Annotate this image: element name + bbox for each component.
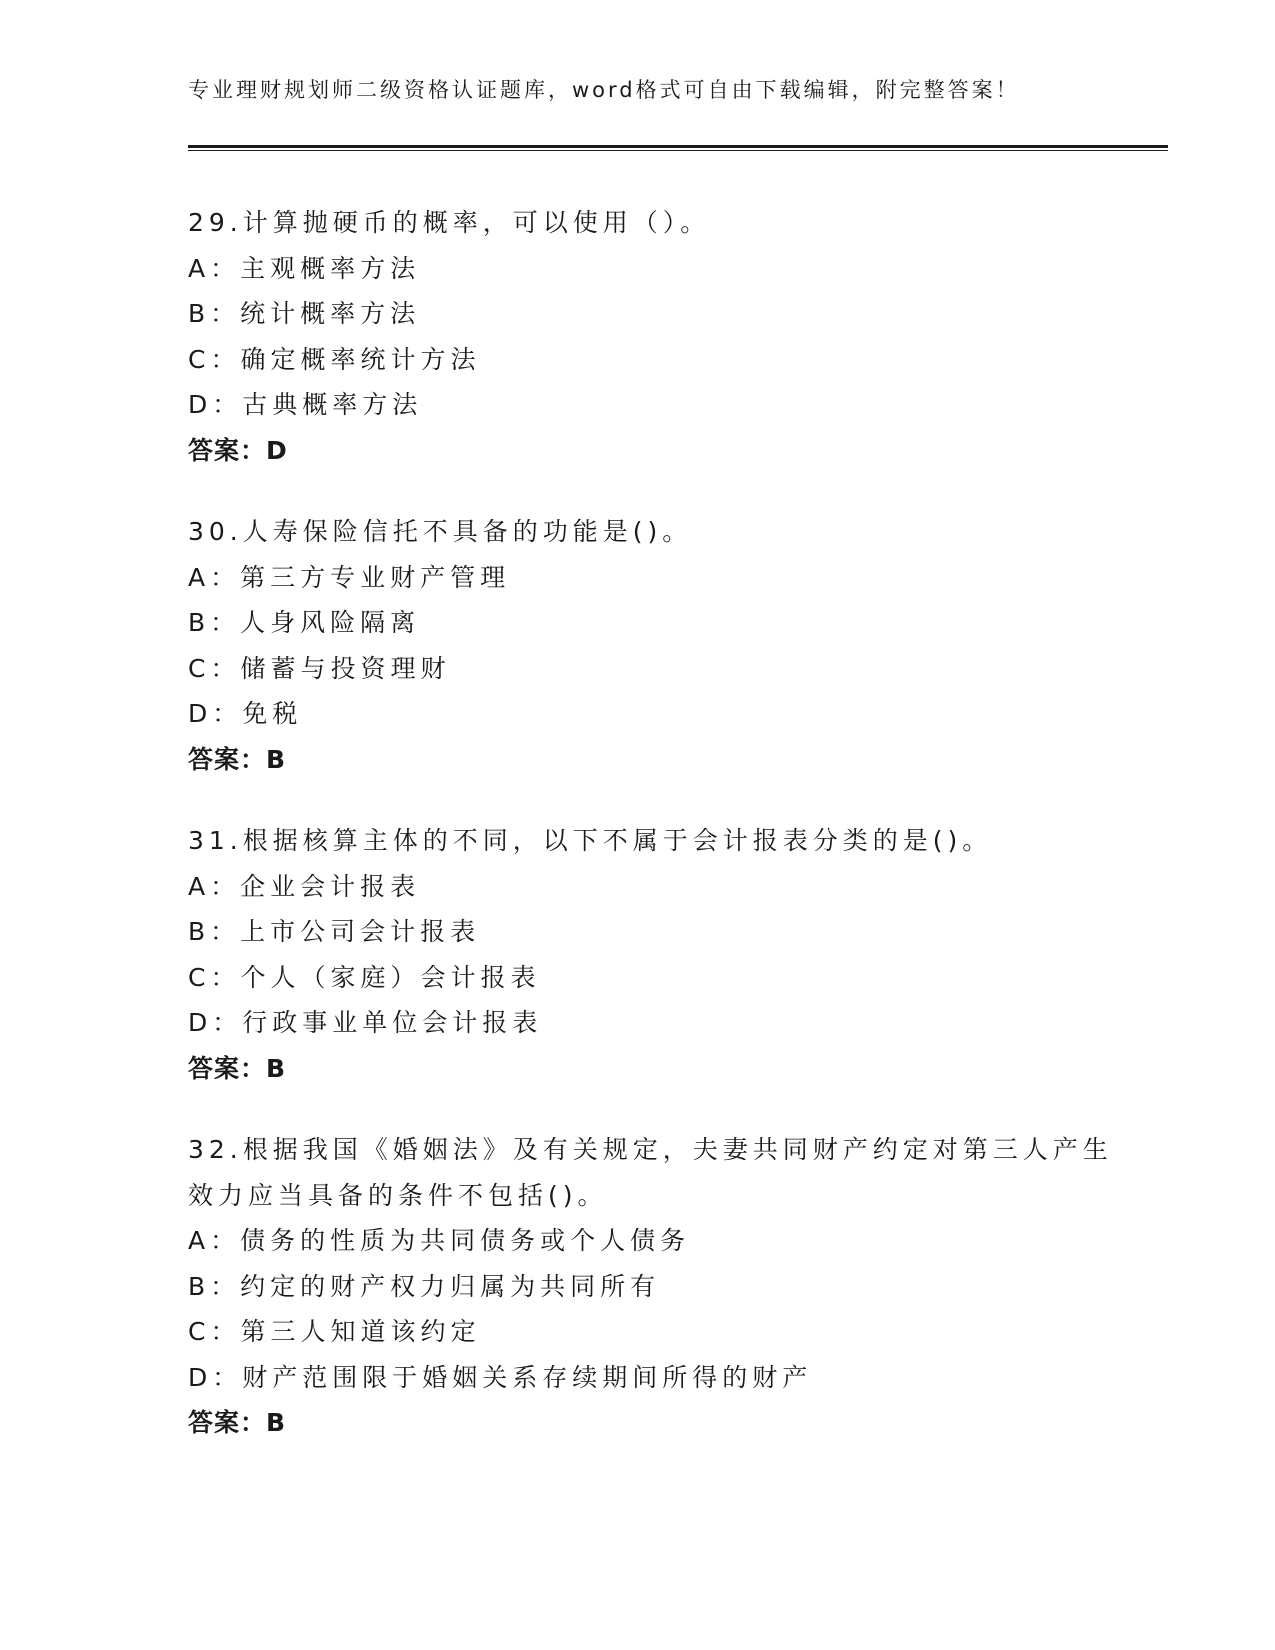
option-c: C：储蓄与投资理财 — [188, 653, 451, 683]
answer: 答案：D — [188, 435, 288, 465]
question-29 — [188, 200, 1148, 473]
option-d: D：财产范围限于婚姻关系存续期间所得的财产 — [188, 1362, 813, 1392]
option-a: A：企业会计报表 — [188, 871, 421, 901]
question-stem — [188, 1127, 1148, 1218]
option-a: A：第三方专业财产管理 — [188, 562, 511, 592]
option-a: A：债务的性质为共同债务或个人债务 — [188, 1226, 691, 1255]
question-stem-line: 29.计算抛硬币的概率，可以使用（）。 — [188, 208, 711, 237]
question-32 — [188, 1127, 1148, 1446]
question-stem — [188, 509, 1148, 555]
question-stem-line: 30.人寿保险信托不具备的功能是()。 — [188, 517, 693, 546]
option-b: B：约定的财产权力归属为共同所有 — [188, 1271, 661, 1301]
question-stem-line: 31.根据核算主体的不同，以下不属于会计报表分类的是()。 — [188, 826, 993, 855]
question-list — [188, 200, 1148, 1482]
header-rule-thick — [188, 145, 1168, 148]
option-d: D：行政事业单位会计报表 — [188, 1008, 543, 1037]
option-b: B：统计概率方法 — [188, 299, 421, 328]
option-c: C：个人（家庭）会计报表 — [188, 962, 541, 992]
answer: 答案：B — [188, 744, 287, 774]
question-31 — [188, 818, 1148, 1091]
option-c: C：第三人知道该约定 — [188, 1317, 481, 1346]
answer: 答案：B — [188, 1053, 287, 1083]
option-b: B：上市公司会计报表 — [188, 917, 481, 946]
option-d: D：免税 — [188, 699, 303, 728]
option-b: B：人身风险隔离 — [188, 608, 421, 637]
question-stem-line: 32.根据我国《婚姻法》及有关规定，夫妻共同财产约定对第三人产生 — [188, 1135, 1113, 1164]
question-30 — [188, 509, 1148, 782]
option-d: D：古典概率方法 — [188, 390, 423, 419]
page-header: 专业理财规划师二级资格认证题库，word格式可自由下载编辑，附完整答案！ — [188, 78, 1020, 102]
question-stem-line: 效力应当具备的条件不包括()。 — [188, 1180, 608, 1210]
question-stem — [188, 200, 1148, 246]
option-c: C：确定概率统计方法 — [188, 344, 481, 374]
header-rule-thin — [188, 150, 1168, 151]
question-stem — [188, 818, 1148, 864]
option-a: A：主观概率方法 — [188, 253, 421, 283]
answer: 答案：B — [188, 1408, 287, 1437]
